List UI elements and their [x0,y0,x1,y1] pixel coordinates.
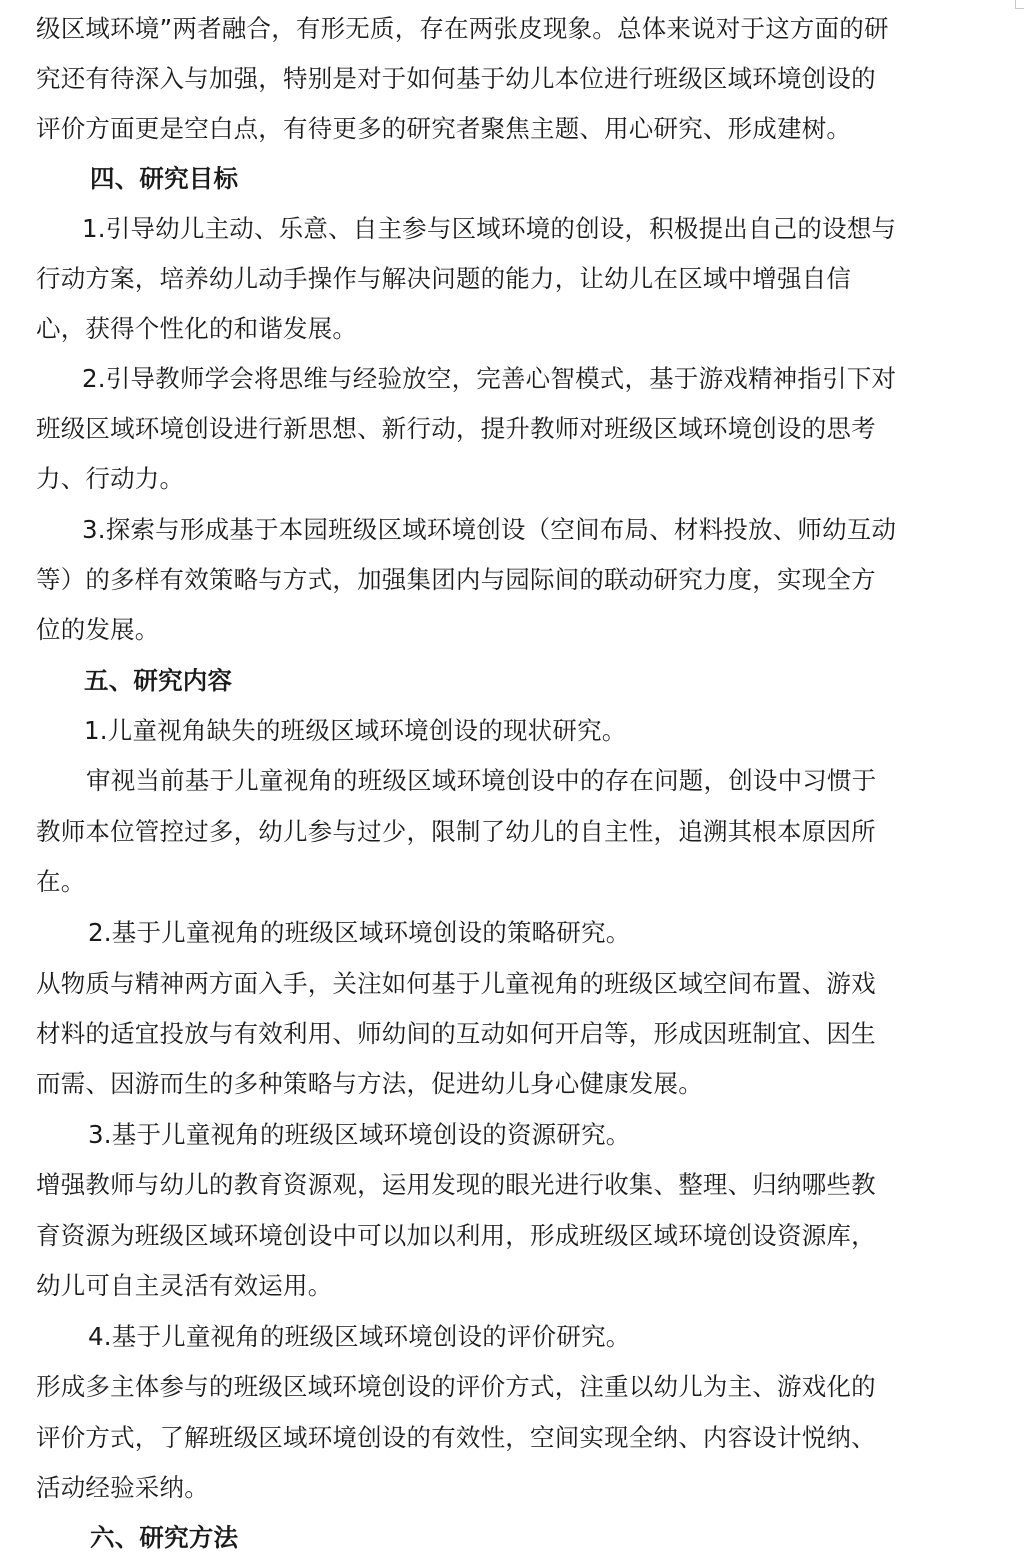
text-line: 级区域环境”两者融合，有形无质，存在两张皮现象。总体来说对于这方面的研 [36,14,889,43]
text-line: 1.儿童视角缺失的班级区域环境创设的现状研究。 [84,716,627,745]
page-corner-mark [1015,0,1024,9]
text-line: 材料的适宜投放与有效利用、师幼间的互动如何开启等，形成因班制宜、因生 [36,1019,876,1048]
text-line: 活动经验采纳。 [36,1473,209,1502]
text-line: 2.基于儿童视角的班级区域环境创设的策略研究。 [88,918,631,947]
text-line: 等）的多样有效策略与方式，加强集团内与园际间的联动研究力度，实现全方 [36,565,876,594]
text-line: 位的发展。 [36,615,160,644]
text-line: 行动方案，培养幼儿动手操作与解决问题的能力，让幼儿在区域中增强自信 [36,264,852,293]
text-line: 评价方式，了解班级区域环境创设的有效性，空间实现全纳、内容设计悦纳、 [36,1423,876,1452]
text-line: 从物质与精神两方面入手，关注如何基于儿童视角的班级区域空间布置、游戏 [36,969,876,998]
text-line: 2.引导教师学会将思维与经验放空，完善心智模式，基于游戏精神指引下对 [82,364,897,393]
section-heading: 六、研究方法 [90,1523,239,1552]
text-line: 究还有待深入与加强，特别是对于如何基于幼儿本位进行班级区域环境创设的 [36,64,876,93]
text-line: 心，获得个性化的和谐发展。 [36,314,358,343]
text-line: 4.基于儿童视角的班级区域环境创设的评价研究。 [88,1322,631,1351]
text-line: 评价方面更是空白点，有待更多的研究者聚焦主题、用心研究、形成建树。 [36,114,852,143]
text-line: 班级区域环境创设进行新思想、新行动，提升教师对班级区域环境创设的思考 [36,414,876,443]
text-line: 增强教师与幼儿的教育资源观，运用发现的眼光进行收集、整理、归纳哪些教 [36,1170,876,1199]
text-line: 教师本位管控过多，幼儿参与过少，限制了幼儿的自主性，追溯其根本原因所 [36,817,876,846]
text-line: 而需、因游而生的多种策略与方法，促进幼儿身心健康发展。 [36,1069,703,1098]
text-line: 力、行动力。 [36,464,185,493]
section-heading: 四、研究目标 [90,164,239,193]
text-line: 在。 [36,867,86,896]
text-line: 审视当前基于儿童视角的班级区域环境创设中的存在问题，创设中习惯于 [86,766,877,795]
text-line: 1.引导幼儿主动、乐意、自主参与区域环境的创设，积极提出自己的设想与 [82,214,897,243]
text-line: 3.探索与形成基于本园班级区域环境创设（空间布局、材料投放、师幼互动 [82,515,897,544]
section-heading: 五、研究内容 [84,666,233,695]
text-line: 育资源为班级区域环境创设中可以加以利用，形成班级区域环境创设资源库， [36,1221,876,1250]
text-line: 幼儿可自主灵活有效运用。 [36,1271,333,1300]
text-line: 形成多主体参与的班级区域环境创设的评价方式，注重以幼儿为主、游戏化的 [36,1372,876,1401]
text-line: 3.基于儿童视角的班级区域环境创设的资源研究。 [88,1120,631,1149]
